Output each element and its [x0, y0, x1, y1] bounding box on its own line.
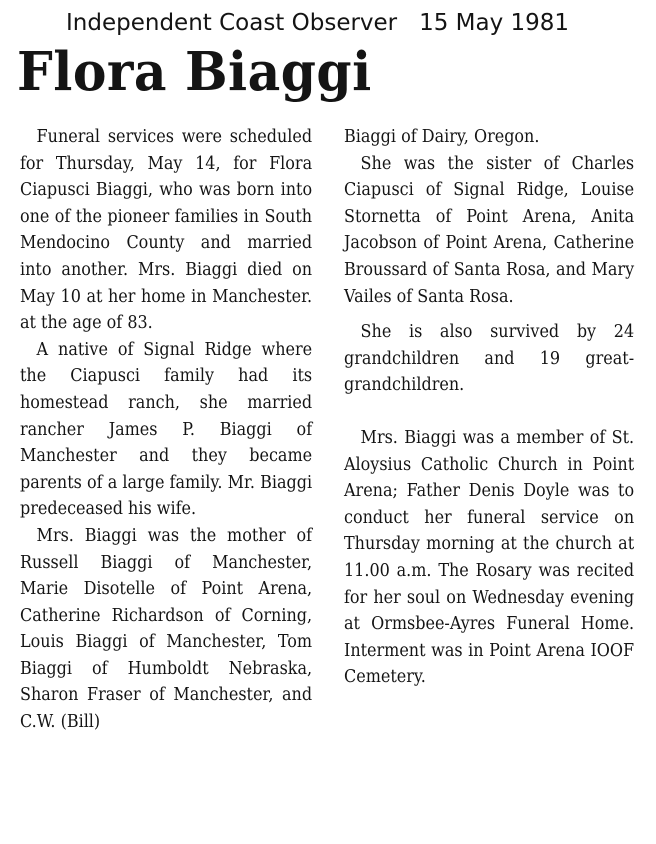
publication-name: Independent Coast Observer	[66, 10, 398, 36]
article-paragraph: Mrs. Biaggi was a member of St. Aloysius Catholic Church in Point Arena; Father Denis Doyle was to conduct her funeral service on Thursday morning at the church at 11.00 a.m. The Rosary was recited for her soul on Wednesday evening at Ormsbee-Ayres Funeral Home. Interment was in Point Arena IOOF Cemetery.	[344, 427, 635, 688]
article-paragraph: Mrs. Biaggi was the mother of Russell Biaggi of Manchester, Marie Disotelle of Point Arena, Catherine Richardson of Corning, Louis Biaggi of Manchester, Tom Biaggi of Humboldt Nebraska, Sharon Fraser of Manchester, and C.W. (Bill)	[20, 525, 313, 733]
article-paragraph-continued: Biaggi of Dairy, Oregon.	[344, 127, 540, 147]
masthead	[66, 9, 626, 37]
article-column-left	[20, 124, 314, 736]
article-paragraph: She is also survived by 24 grandchildren and 19 great-grandchildren.	[344, 322, 635, 396]
article-paragraph: She was the sister of Charles Ciapusci of Signal Ridge, Louise Stornetta of Point Arena, Anita Jacobson of Point Arena, Catherine Broussard of Santa Rosa, and Mary Vailes of Santa Rosa.	[344, 153, 635, 307]
article-paragraph: A native of Signal Ridge where the Ciapusci family had its homestead ranch, she married rancher James P. Biaggi of Manchester and they became parents of a large family. Mr. Biaggi predeceased his wife.	[20, 339, 313, 520]
article-paragraph: Funeral services were scheduled for Thursday, May 14, for Flora Ciapusci Biaggi, who was born into one of the pioneer families in South Mendocino County and married into another. Mrs. Biaggi died on May 10 at her home in Manchester. at the age of 83.	[20, 127, 313, 334]
obituary-headline: Flora Biaggi	[17, 41, 372, 103]
article-column-right	[344, 124, 636, 691]
publication-date: 15 May 1981	[419, 10, 570, 36]
